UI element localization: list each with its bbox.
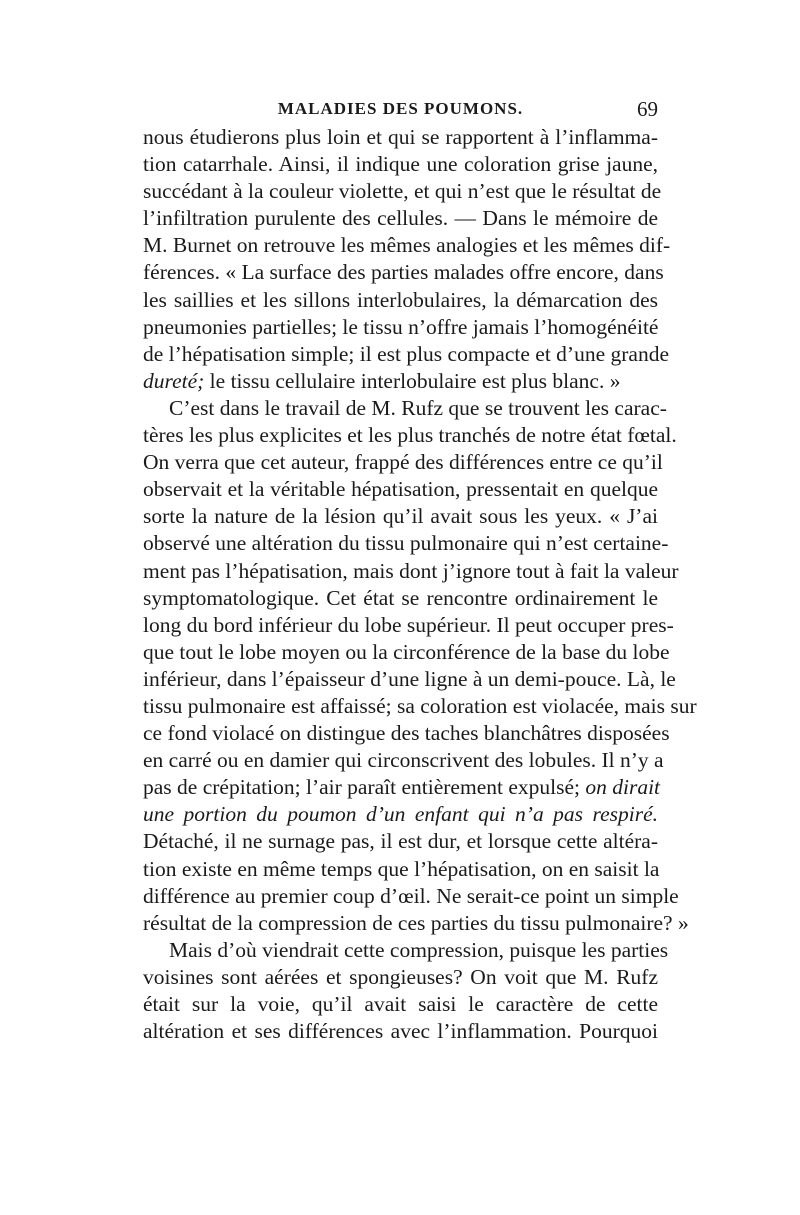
- text-line: [143, 368, 658, 395]
- text-line: sorte la nature de la lésion qu’il avait sous les yeux. « J’ai: [143, 504, 658, 529]
- text-line: résultat de la compression de ces parties du tissu pulmonaire? »: [143, 910, 689, 935]
- body-text: [143, 124, 697, 1045]
- text-line: M. Burnet on retrouve les mêmes analogies et les mêmes dif-: [143, 233, 671, 258]
- italic-text: dureté;: [143, 368, 205, 393]
- text-line: tion catarrhale. Ainsi, il indique une coloration grise jaune,: [143, 152, 658, 177]
- text-line: observait et la véritable hépatisation, pressentait en quelque: [143, 477, 658, 502]
- page-number: 69: [637, 97, 658, 121]
- text-line: Mais d’où viendrait cette compression, puisque les parties: [169, 937, 669, 962]
- text-line: les saillies et les sillons interlobulaires, la démarcation des: [143, 287, 658, 312]
- text-line: tissu pulmonaire est affaissé; sa coloration est violacée, mais sur: [143, 693, 697, 718]
- text-line: [143, 774, 661, 801]
- text-line: Détaché, il ne surnage pas, il est dur, et lorsque cette altéra-: [143, 829, 658, 854]
- running-head: [143, 96, 658, 122]
- text-line: observé une altération du tissu pulmonaire qui n’est certaine-: [143, 531, 669, 556]
- text-line: était sur la voie, qu’il avait saisi le caractère de cette: [143, 992, 658, 1016]
- text-line: [143, 801, 658, 828]
- text-line: symptomatologique. Cet état se rencontre ordinairement le: [143, 585, 658, 610]
- text-line: tères les plus explicites et les plus tranchés de notre état fœtal.: [143, 423, 677, 448]
- text-line: l’infiltration purulente des cellules. — Dans le mémoire de: [143, 206, 658, 231]
- text-line: On verra que cet auteur, frappé des différences entre ce qu’il: [143, 450, 663, 475]
- text-line: de l’hépatisation simple; il est plus compacte et d’une grande: [143, 341, 669, 366]
- running-title: MALADIES DES POUMONS.: [277, 99, 524, 118]
- text-line: férences. « La surface des parties malades offre encore, dans: [143, 260, 664, 285]
- text-line: inférieur, dans l’épaisseur d’une ligne à un demi-pouce. Là, le: [143, 666, 676, 691]
- text-line: ment pas l’hépatisation, mais dont j’ignore tout à fait la valeur: [143, 558, 679, 583]
- text-line: que tout le lobe moyen ou la circonférence de la base du lobe: [143, 639, 670, 664]
- text-line: altération et ses différences avec l’inflammation. Pourquoi: [143, 1019, 658, 1044]
- text-line: C’est dans le travail de M. Rufz que se trouvent les carac-: [169, 395, 667, 420]
- text-line: succédant à la couleur violette, et qui n’est que le résultat de: [143, 179, 662, 204]
- text-segment: pas de crépitation; l’air paraît entièrement expulsé;: [143, 775, 586, 800]
- text-segment: le tissu cellulaire interlobulaire est plus blanc. »: [204, 368, 621, 393]
- text-line: pneumonies partielles; le tissu n’offre jamais l’homogénéité: [143, 314, 659, 339]
- text-line: tion existe en même temps que l’hépatisation, on en saisit la: [143, 856, 660, 881]
- text-line: long du bord inférieur du lobe supérieur. Il peut occuper pres-: [143, 612, 674, 637]
- text-line: différence au premier coup d’œil. Ne serait-ce point un simple: [143, 883, 679, 908]
- text-line: ce fond violacé on distingue des taches blanchâtres disposées: [143, 721, 670, 746]
- italic-text: on dirait: [585, 775, 661, 800]
- italic-text: une portion du poumon d’un enfant qui n’a pas respiré.: [143, 802, 658, 827]
- text-line: voisines sont aérées et spongieuses? On voit que M. Rufz: [143, 964, 658, 989]
- text-line: en carré ou en damier qui circonscrivent des lobules. Il n’y a: [143, 748, 664, 773]
- text-line: nous étudierons plus loin et qui se rapportent à l’inflamma-: [143, 125, 658, 149]
